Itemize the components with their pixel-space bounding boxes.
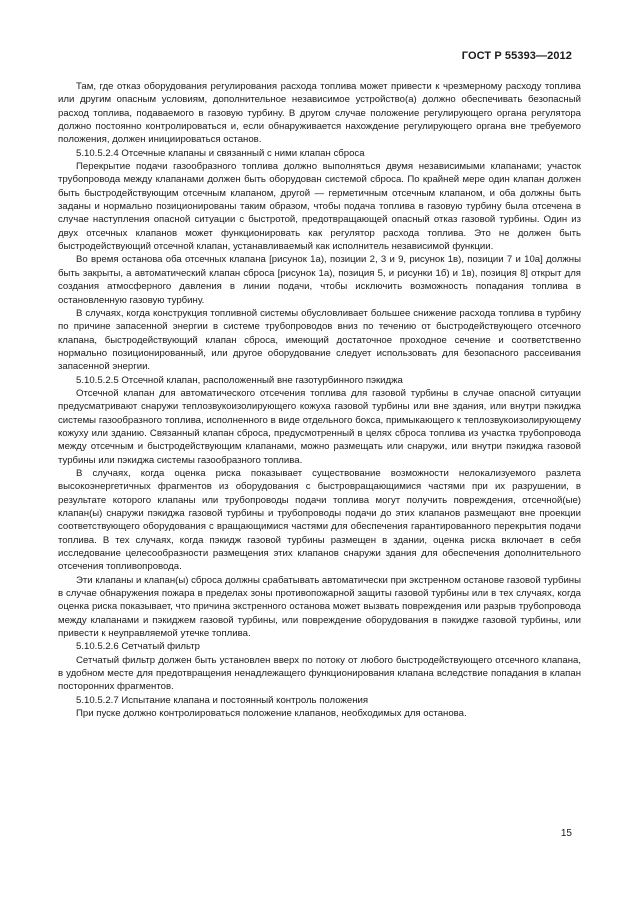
document-body — [58, 80, 581, 721]
paragraph: При пуске должно контролироваться положение клапанов, необходимых для останова. — [76, 708, 467, 720]
paragraph: Отсечной клапан для автоматического отсечения топлива для газовой турбины в случае опасной ситуации предусматривают снаружи теплозвукоизолирующего кожуха газовой турбины или вне здания, или внутри пэкиджа системы газообразного топлива, исполненного в виде отдельного бокса, примыкающего к теплозвукоизолирующему кожуху или зданию. Связанный клапан сброса, предусмотренный в целях сброса топлива из участка трубопровода между отсечным и быстродействующим клапанами, можно размещать или снаружи, или внутри пэкиджа газовой турбины или пэкиджа системы газообразного топлива. — [58, 387, 581, 466]
paragraph: Эти клапаны и клапан(ы) сброса должны срабатывать автоматически при экстренном останове газовой турбины в случае обнаружения пожара в пределах зоны противопожарной защиты газовой турбины или в тех случаях, когда оценка риска показывает, что причина экстренного останова может вызвать повреждения или разрыв трубопровода между клапанами и пэкиджем газовой турбины, или повреждение оборудования в пэкидже газовой турбины, или привести к неуправляемой утечке топлива. — [58, 574, 581, 640]
paragraph: Там, где отказ оборудования регулирования расхода топлива может привести к чрезмерному расходу топлива или другим опасным условиям, дополнительное независимое устройство(а) должно обеспечивать безопасный расход топлива, подаваемого в газовую турбину. В другом случае положение регулирующего органа регулятора должно постоянно контролироваться и, если обнаруживается нахождение регулирующего органа вне требуемого положения, должен инициироваться останов. — [58, 81, 581, 146]
section-heading: 5.10.5.2.6 Сетчатый фильтр — [76, 641, 200, 653]
paragraph: Во время останова оба отсечных клапана [рисунок 1а), позиции 2, 3 и 9, рисунок 1в), позиции 7 и 10а] должны быть закрыты, а автоматический клапан сброса [рисунок 1а), позиция 5, и рисунки 1б) и 1в), позиция 8] открыт для создания атмосферного давления в линии подачи, чтобы исключить возможность попадания топлива в остановленную газовую турбину. — [58, 254, 581, 306]
paragraph: В случаях, когда оценка риска показывает существование возможности нелокализуемого разлета высокоэнергетичных фрагментов из оборудования с быстровращающимися частями при их разрушении, в результате которого клапаны или трубопроводы подачи топлива могут получить повреждения, отсечной(ые) клапан(ы) снаружи пэкиджа газовой турбины и трубопроводы подачи до этих клапанов размещают вне проекции соответствующего оборудования с вращающимися частями для обеспечения гарантированного перекрытия подачи топлива. В тех случаях, когда пэкидж газовой турбины размещен в здании, оценка риска включает в себя исследование целесообразности размещения этих клапанов снаружи здания для обеспечения дополнительного отсечения топливопровода. — [58, 467, 581, 573]
section-heading: 5.10.5.2.4 Отсечные клапаны и связанный с ними клапан сброса — [76, 147, 365, 159]
section-heading: 5.10.5.2.7 Испытание клапана и постоянный контроль положения — [76, 694, 369, 706]
paragraph: Сетчатый фильтр должен быть установлен вверх по потоку от любого быстродействующего отсечного клапана, в удобном месте для предотвращения ненадлежащего функционирования клапана вследствие попадания в клапан посторонних фрагментов. — [58, 654, 581, 693]
paragraph: В случаях, когда конструкция топливной системы обусловливает большее снижение расхода топлива в турбину по причине запасенной энергии в системе трубопроводов вниз по течению от быстродействующего отсечного клапана, быстродействующий клапан сброса, имеющий достаточное проходное сечение и соответственно нормально позиционированный, или другое оборудование следует использовать для безопасного рассеивания запасенной энергии. — [58, 307, 581, 373]
section-heading: 5.10.5.2.5 Отсечной клапан, расположенный вне газотурбинного пэкиджа — [76, 374, 403, 386]
standard-header: ГОСТ Р 55393—2012 — [461, 50, 572, 62]
paragraph: Перекрытие подачи газообразного топлива должно выполняться двумя независимыми клапанами; участок трубопровода между клапанами должен быть оборудован системой сброса. По крайней мере один клапан должен быть быстродействующим отсечным клапаном, другой — герметичным отсечным клапаном, и оба должны быть заданы и нормально позиционированы таким образом, чтобы подача топлива в газовую турбину была отсечена в случае наступления опасной ситуации с быстротой, предотвращающей опасный отказ газовой турбины. Один из двух отсечных клапанов может функционировать как регулятор расхода топлива. Это не должен быть быстродействующий отсечной клапан, устанавливаемый как исполнитель независимой функции. — [58, 161, 581, 253]
page-number: 15 — [560, 828, 572, 839]
